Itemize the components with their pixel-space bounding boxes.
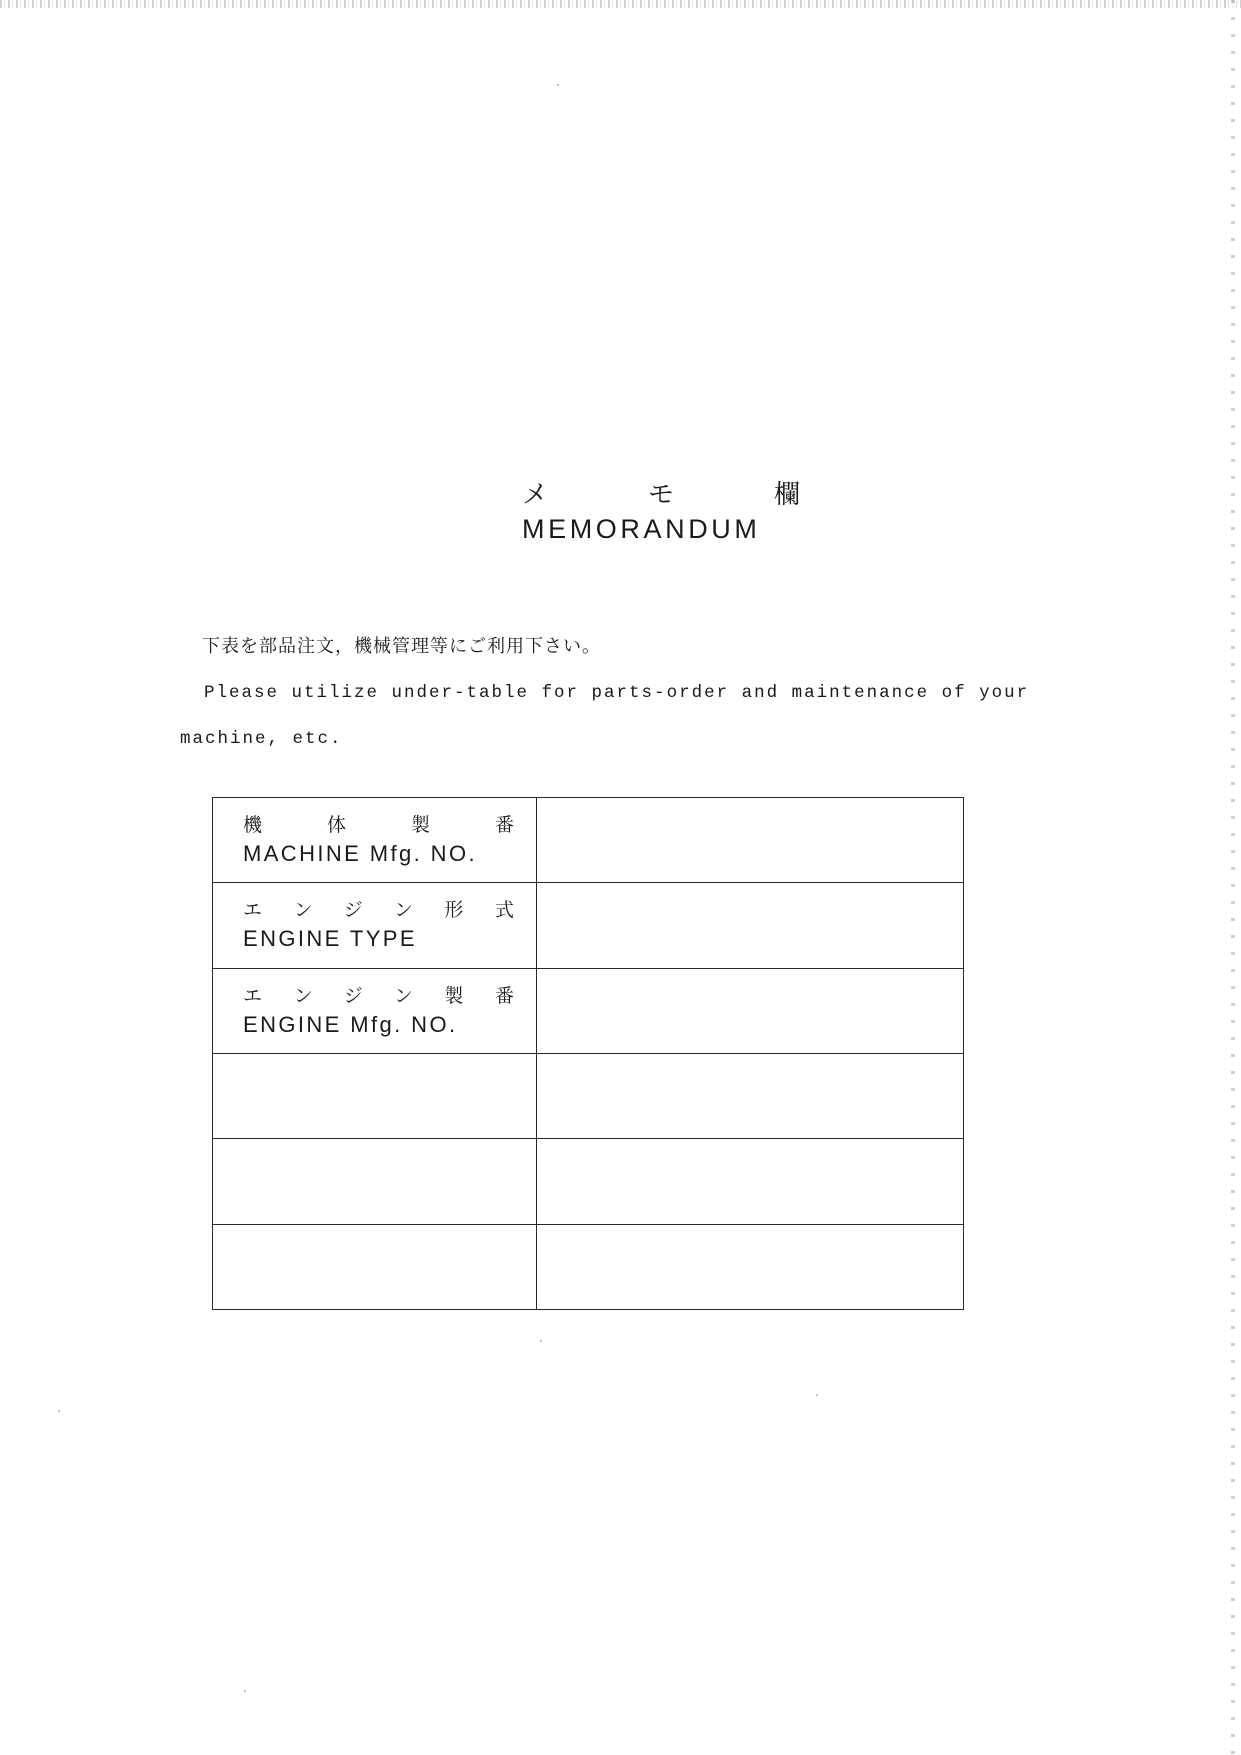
row-value-cell[interactable] — [537, 1053, 964, 1138]
row-label-english: MACHINE Mfg. NO. — [243, 841, 477, 867]
scan-speck — [557, 84, 559, 86]
scan-edge-right — [1231, 0, 1235, 1755]
row-label-cell[interactable] — [213, 1053, 537, 1138]
row-value-cell[interactable] — [537, 1224, 964, 1309]
scan-speck — [816, 1394, 818, 1396]
row-label-japanese: エンジン製番 — [243, 984, 514, 1007]
table-row — [213, 968, 964, 1053]
table-row — [213, 1053, 964, 1138]
row-label-english: ENGINE TYPE — [243, 926, 417, 952]
row-label-cell[interactable] — [213, 1139, 537, 1224]
row-label-cell[interactable] — [213, 1224, 537, 1309]
row-label-japanese: エンジン形式 — [243, 899, 514, 922]
table-row — [213, 1139, 964, 1224]
scan-speck — [244, 1690, 246, 1692]
row-label-cell — [213, 883, 537, 968]
table-row — [213, 1224, 964, 1309]
scan-speck — [540, 1340, 542, 1342]
row-value-cell[interactable] — [537, 883, 964, 968]
title-char: 欄 — [773, 480, 800, 510]
intro-text-japanese: 下表を部品注文，機械管理等にご利用下さい。 — [202, 636, 601, 657]
row-label-english: ENGINE Mfg. NO. — [243, 1011, 458, 1037]
memo-table — [212, 797, 964, 1310]
table-row — [213, 798, 964, 883]
title-char: メ — [522, 480, 549, 510]
row-value-cell[interactable] — [537, 968, 964, 1053]
table-row — [213, 883, 964, 968]
intro-text-english: Please utilize under-table for parts-order and maintenance of your machine, etc. — [180, 683, 1030, 749]
row-value-cell[interactable] — [537, 798, 964, 883]
page-title-japanese — [522, 474, 800, 511]
row-label-cell — [213, 968, 537, 1053]
title-char: モ — [647, 480, 674, 510]
scan-edge-top — [0, 0, 1241, 8]
page-title-english: MEMORANDUM — [522, 514, 761, 544]
row-value-cell[interactable] — [537, 1139, 964, 1224]
row-label-cell — [213, 798, 537, 883]
row-label-japanese: 機体製番 — [243, 814, 514, 837]
scan-speck — [58, 1410, 60, 1412]
